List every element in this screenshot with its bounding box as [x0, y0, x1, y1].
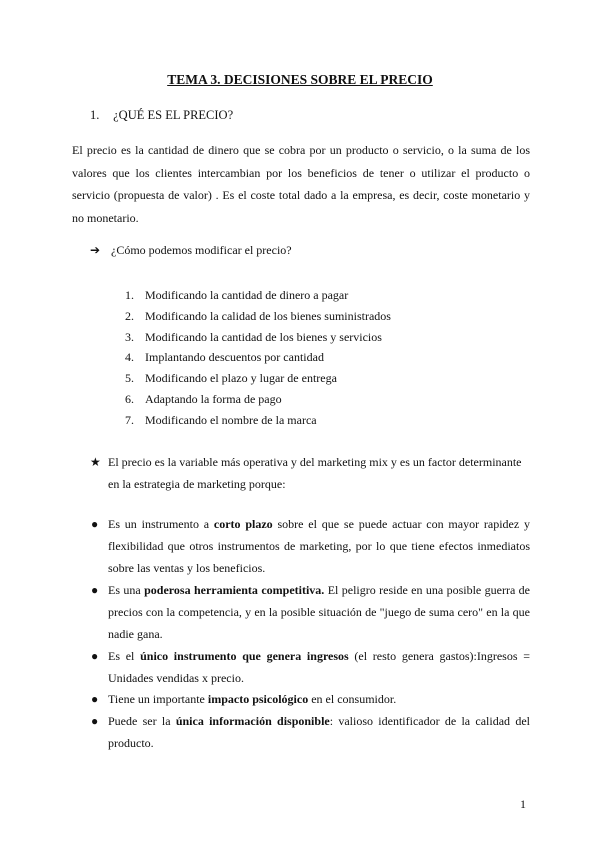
list-item: [125, 410, 391, 431]
list-item-text: Modificando la calidad de los bienes suministrados: [145, 308, 391, 323]
bullet-item: [90, 580, 530, 645]
list-item: [125, 327, 391, 348]
bullet-text-post: (el resto genera gastos):Ingresos = Unidades vendidas x precio.: [108, 648, 530, 685]
bullet-text-pre: Es el: [108, 648, 141, 663]
bullet-icon: ●: [91, 692, 99, 707]
list-item: [125, 368, 391, 389]
list-item-number: 7.: [125, 412, 134, 427]
bullet-text-post: : valioso identificador de la calidad del producto.: [108, 714, 530, 750]
section-number: 1.: [90, 108, 100, 122]
list-item-number: 2.: [125, 308, 134, 323]
list-item-text: Modificando el plazo y lugar de entrega: [145, 371, 337, 386]
list-item-text: Adaptando la forma de pago: [145, 391, 282, 406]
page-number: 1: [520, 797, 526, 811]
definition-paragraph: El precio es la cantidad de dinero que se cobra por un producto o servicio, o la suma de los valores que los clientes intercambian por los beneficios de tener o utilizar el producto o servicio (propuesta de valor) . Es el coste total dado a la empresa, es decir, coste monetario y no monetario.: [72, 143, 530, 225]
bullet-text-pre: Es una: [108, 583, 145, 598]
list-item: [125, 285, 391, 306]
list-item-number: 5.: [125, 371, 134, 386]
bullet-text-pre: Tiene un importante: [108, 692, 208, 707]
bullet-icon: ●: [91, 517, 99, 531]
bullet-text-bold: único instrumento que genera ingresos: [140, 648, 349, 663]
bullet-text-post: sobre el que se puede actuar con mayor rapidez y flexibilidad que otros instrumentos de marketing, por lo que tiene efectos inmediatos sobre las ventas y los beneficios.: [108, 517, 530, 575]
bullet-icon: ●: [91, 648, 99, 663]
list-item-number: 3.: [125, 329, 134, 344]
bullet-item: [90, 514, 530, 579]
ways-list: [125, 285, 391, 431]
list-item-text: Modificando la cantidad de dinero a pagar: [145, 288, 349, 302]
bullet-item: [90, 711, 530, 755]
bullet-text-bold: corto plazo: [213, 517, 273, 531]
bullet-text-post: en el consumidor.: [308, 692, 397, 707]
list-item-text: Modificando el nombre de la marca: [145, 412, 317, 427]
arrow-icon: ➔: [90, 243, 101, 257]
bullet-text-bold: poderosa herramienta competitiva.: [144, 583, 325, 598]
star-paragraph: [90, 452, 530, 495]
document-title: TEMA 3. DECISIONES SOBRE EL PRECIO: [167, 72, 433, 87]
list-item-number: 1.: [125, 288, 134, 302]
section-heading-text: ¿QUÉ ES EL PRECIO?: [113, 108, 234, 122]
list-item: [125, 306, 391, 327]
bullet-icon: ●: [91, 583, 99, 598]
list-item-text: Implantando descuentos por cantidad: [145, 350, 324, 365]
list-item: [125, 389, 391, 410]
bullet-text-bold: impacto psicológico: [207, 692, 309, 707]
bullet-text-bold: única información disponible: [175, 714, 330, 729]
question-line: [90, 243, 292, 258]
list-item-text: Modificando la cantidad de los bienes y servicios: [145, 329, 382, 344]
bullet-text-post: El peligro reside en una posible guerra de precios con la competencia, y en la posible situación de "juego de suma cero" en la que nadie gana.: [108, 583, 531, 641]
question-text: ¿Cómo podemos modificar el precio?: [111, 243, 292, 257]
section-heading: [90, 108, 233, 123]
star-icon: ★: [90, 455, 101, 469]
bullet-item: [90, 689, 530, 711]
bullet-item: [90, 646, 530, 690]
bullet-text-pre: Puede ser la: [108, 714, 176, 729]
bullet-text-pre: Es un instrumento a: [108, 517, 214, 531]
star-text: El precio es la variable más operativa y del marketing mix y es un factor determinante en la estrategia de marketing porque:: [108, 455, 522, 491]
list-item: [125, 347, 391, 368]
list-item-number: 4.: [125, 350, 134, 365]
reasons-list: [90, 514, 530, 755]
list-item-number: 6.: [125, 391, 134, 406]
bullet-icon: ●: [91, 714, 99, 729]
